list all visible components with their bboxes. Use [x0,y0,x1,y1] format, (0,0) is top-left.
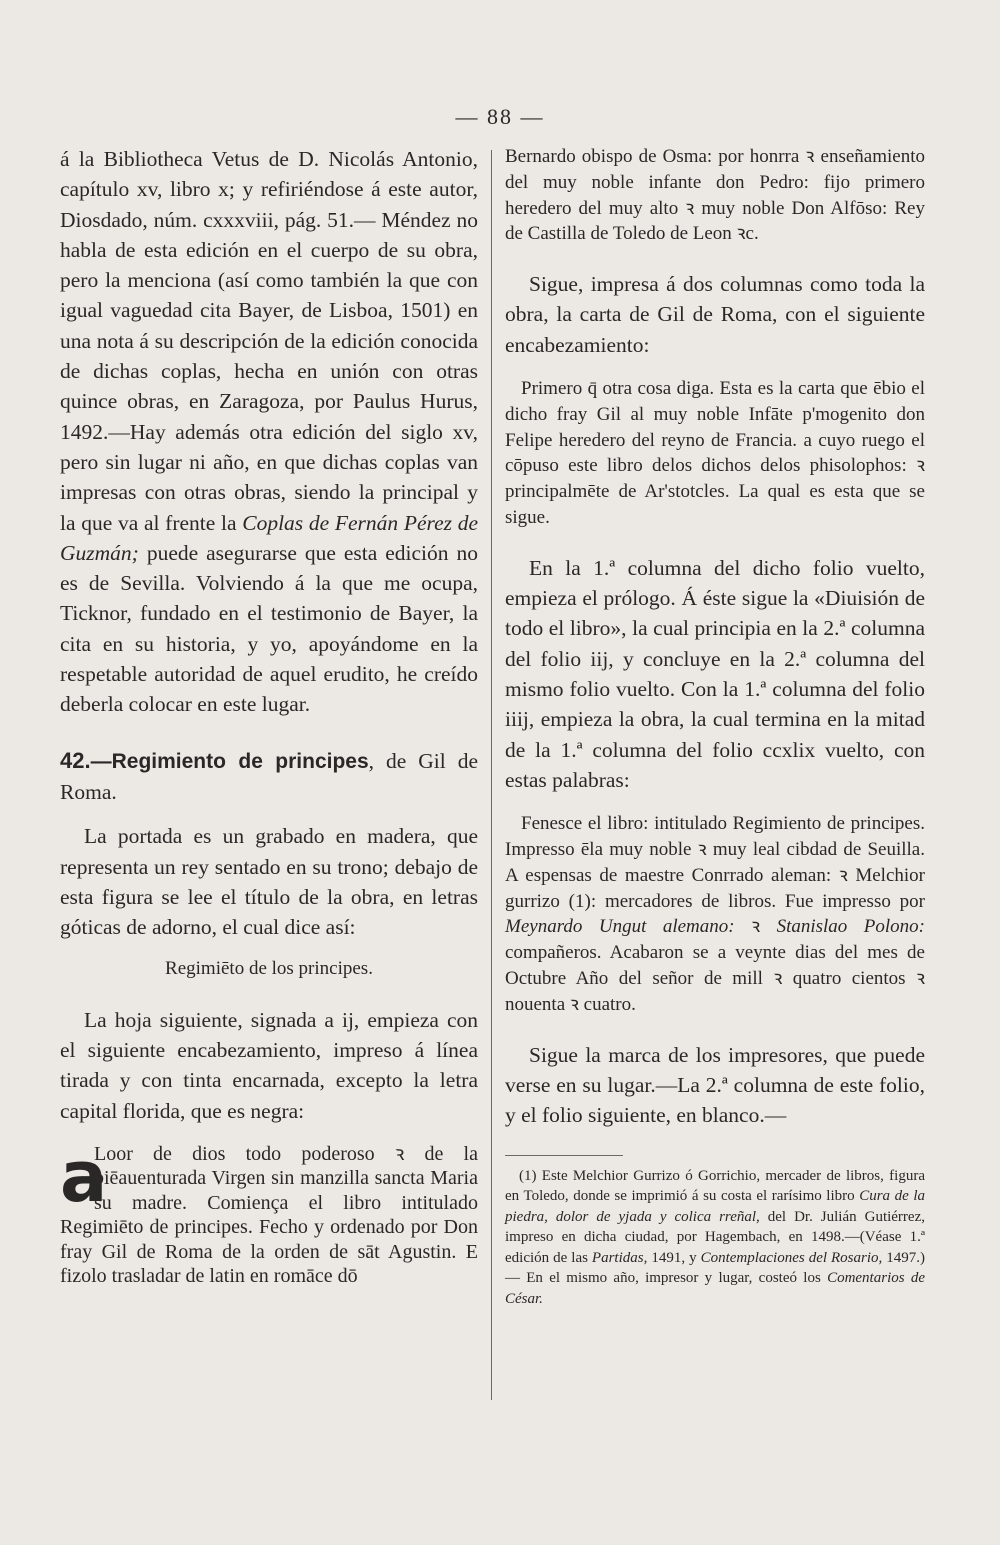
italic-title: Contemplaciones del Rosario, [700,1249,883,1266]
entry-author: , de Gil de Roma. [60,748,478,804]
paragraph: En la 1.ª columna del dicho folio vuelto, empieza el prólogo. Á éste sigue la «Diuisión de todo el libro», la cual principia en la 2.ª columna del folio iij, y concluye en la 2.ª columna del mismo folio vuelto. Con la 1.ª columna del folio iiij, empieza la obra, la cual termina en la mitad de la 1.ª columna del folio ccxlix vuelto, con estas palabras: [505,555,925,792]
paragraph: La portada es un grabado en madera, que representa un rey sentado en su trono; debajo de esta figura se lee el título de la obra, en letras góticas de adorno, el cual dice así: [60,824,478,940]
entry-number: 42. [60,747,91,773]
quoted-colophon [505,811,925,1017]
text: (1) Este Melchior Gurrizo ó Gorrichio, mercader de libros, figura en Toledo, donde se imprimió á su costa el rarísimo libro [505,1167,925,1204]
italic-title: Cura de la piedra, dolor de yjada y colica rreñal, [505,1188,925,1225]
paragraph [60,144,478,720]
quoted-text: Primero q̄ otra cosa diga. Esta es la carta que ēbio el dicho fray Gil al muy noble Infāte p'mogenito don Felipe heredero del reyno de Francia. a cuyo ruego el cōpuso este libro delos dichos delos phisolophos: ꝛ principalmēte de Ar'stotcles. La qual es esta que se sigue. [505,378,925,529]
paragraph: Sigue, impresa á dos columnas como toda la obra, la carta de Gil de Roma, con el siguiente encabezamiento: [505,272,925,357]
italic-name: Meynardo Ungut alemano: [505,916,735,938]
italic-title: Coplas de Fernán Pérez de Guzmán; [60,510,479,565]
page-number: — 88 — [455,104,545,129]
text: 1497.)— En el mismo año, impresor y lugar, costeó los [505,1249,925,1286]
text: á la Bibliotheca Vetus de D. Nicolás Antonio, capítulo xv, libro x; y refiriéndose á este autor, Diosdado, núm. cxxxviii, pág. 51.— Méndez no habla de esta edición en el cuerpo de su obra, pero la menciona (así como también la que con igual vaguedad cita Bayer, de Lisboa, 1501) en una nota á su descripción de la edición conocida de dichas coplas, hecha en unión con otras quince obras, en Zaragoza, por Paulus Hurus, 1492.—Hay además otra edición del siglo xv, pero sin lugar ni año, en que dichas coplas van impresas con otras obras, siendo la principal y la que va al frente la [60,147,478,535]
entry-heading [60,746,478,808]
text: 1491, y [651,1249,697,1266]
text: Fenesce el libro: intitulado Regimiento de principes. Impresso ēla muy noble ꝛ muy leal cibdad de Seuilla. A espensas de maestre Conrrado aleman: ꝛ Melchior gurrizo (1): mercadores de libros. Fue impresso por [505,813,925,912]
text: compañeros. Acabaron se a veynte dias del mes de Octubre Año del señor de mill ꝛ quatro cientos ꝛ nouenta ꝛ cuatro. [505,942,925,1015]
quoted-title: Regimiēto de los principes. [165,958,373,980]
text: ꝛ [751,916,761,938]
italic-title: Partidas, [591,1249,648,1266]
text: puede asegurarse que esta edición no es de Sevilla. Volviendo á la que me ocupa, Ticknor, fundado en el testimonio de Bayer, la cita en su historia, y yo, apoyándome en la respetable autoridad de aquel erudito, he creído deberla colocar en este lugar. [60,540,479,717]
right-column [505,144,925,1309]
italic-name: Stanislao Polono: [776,916,925,938]
footnote [505,1166,925,1310]
text: del Dr. Julián Gutiérrez, impreso en dicha ciudad, por Hagembach, en 1498.—(Véase 1.ª edición de las [505,1208,925,1266]
footnote-rule [505,1155,623,1156]
left-column [60,144,478,1289]
quoted-text: Bernardo obispo de Osma: por honrra ꝛ enseñamiento del muy noble infante don Pedro: fijo primero heredero del muy alto ꝛ muy noble Don Alfōso: Rey de Castilla de Toledo de Leon ꝛc. [505,146,925,245]
entry-title: —Regimiento de principes [90,749,369,773]
quoted-incipit [60,1135,478,1289]
paragraph: La hoja siguiente, signada a ij, empieza con el siguiente encabezamiento, impreso á línea tirada y con tinta encarnada, excepto la letra capital florida, que es negra: [60,1007,478,1123]
incipit-text: Loor de dios todo poderoso ꝛ de la biēauenturada Virgen sin manzilla sancta Maria su madre. Comiença el libro intitulado Regimiēto de principes. Fecho y ordenado por Don fray Gil de Roma de la orden de sāt Agustin. E fizolo trasladar de latin en romāce dō [60,1142,478,1288]
drop-cap: a [60,1135,108,1218]
column-divider [491,150,492,1400]
paragraph: Sigue la marca de los impresores, que puede verse en su lugar.—La 2.ª columna de este folio, y el folio siguiente, en blanco.— [505,1042,925,1128]
italic-title: Comentarios de César. [505,1270,925,1307]
